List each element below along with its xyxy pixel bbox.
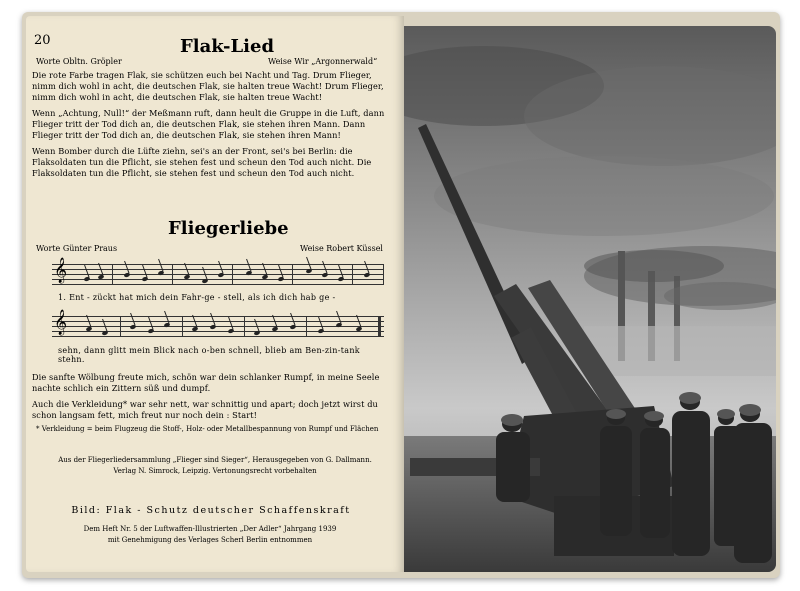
- song1-stanza-1: Die rote Farbe tragen Flak, sie schützen euch bei Nacht und Tag. Drum Flieger, nimm dich wohl in acht, die deutschen Flak, sie halten treue Wacht! Drum Flieger, nimm dich wohl in acht, die deutschen Flak, sie halten treue Wacht!: [32, 70, 384, 102]
- flak-gun-photo: [404, 26, 776, 572]
- photo-credit: [40, 524, 380, 546]
- song2-lyric-line-2: sehn, dann glitt mein Blick nach o-ben schnell, blieb am Ben-zin-tank stehn.: [58, 346, 360, 364]
- treble-clef-icon: 𝄞: [54, 310, 68, 335]
- music-staff-1: [52, 258, 384, 284]
- song1-words-credit: Worte Obltn. Gröpler: [36, 57, 122, 66]
- photo-caption: Bild: Flak - Schutz deutscher Schaffenskraft: [71, 505, 351, 516]
- song2-title: Fliegerliebe: [168, 218, 289, 239]
- source-line-2: Verlag N. Simrock, Leipzig. Vertonungsrecht vorbehalten: [113, 467, 317, 475]
- song1-stanza-2: Wenn „Achtung, Null!“ der Meßmann ruft, dann heult die Gruppe in die Luft, dann Flieger tritt der Tod dich an, die deutschen Flak, sie stehen ihren Mann. Dann Flieger tritt der Tod dich an, die deutschen Flak, sie stehen ihren Mann!: [32, 108, 385, 140]
- song1-title: Flak-Lied: [180, 36, 275, 57]
- photo-credit-line-1: Dem Heft Nr. 5 der Luftwaffen-Illustrierten „Der Adler“ Jahrgang 1939: [83, 525, 337, 533]
- song1-stanza-3: Wenn Bomber durch die Lüfte ziehn, sei's an der Front, sei's bei Berlin: die Flaksoldaten tun die Pflicht, sie stehen fest und scheun den Tod auch nicht. Die Flaksoldaten tun die Pflicht, sie stehen fest und scheun den Tod auch nicht.: [32, 146, 372, 178]
- song2-melody-credit: Weise Robert Küssel: [300, 244, 383, 253]
- song2-words-credit: Worte Günter Praus: [36, 244, 118, 253]
- song2-verses: [32, 372, 392, 426]
- treble-clef-icon: 𝄞: [54, 258, 68, 283]
- page-number: 20: [34, 33, 51, 48]
- music-staff-2: [52, 310, 384, 336]
- photo-credit-line-2: mit Genehmigung des Verlages Scherl Berlin entnommen: [107, 536, 313, 544]
- song2-stanza-3: Auch die Verkleidung* war sehr nett, war schnittig und apart; doch jetzt wirst du schon langsam fett, mich freut nur noch dein : Start!: [32, 399, 378, 420]
- source-line-1: Aus der Fliegerliedersammlung „Flieger sind Sieger“, Herausgegeben von G. Dallmann.: [58, 456, 372, 464]
- song1-melody-credit: Weise Wir „Argonnerwald“: [268, 57, 378, 66]
- song2-stanza-2: Die sanfte Wölbung freute mich, schön war dein schlanker Rumpf, in meine Seele nachte schlich ein Zittern süß und dumpf.: [32, 372, 380, 393]
- song1-verses: [32, 70, 392, 184]
- song2-lyric-line-1: 1. Ent - zückt hat mich dein Fahr-ge - stell, als ich dich hab ge -: [58, 293, 336, 302]
- source-note: [40, 455, 390, 477]
- footnote: * Verkleidung = beim Flugzeug die Stoff-, Holz- oder Metallbespannung von Rumpf und Flächen: [36, 425, 379, 433]
